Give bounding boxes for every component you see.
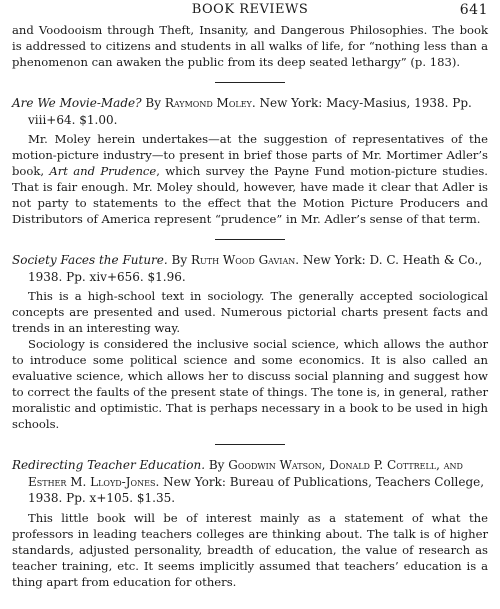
continued-paragraph: and Voodooism through Theft, Insanity, and Dangerous Philosophies. The book is addressed to citizens and students in all walks of life, for “nothing less than a phenomenon can awaken the public from its deep seated lethargy” (p. 183). (12, 23, 488, 69)
book-title: Are We Movie-Made? (12, 96, 142, 110)
by-label: By (208, 458, 225, 472)
review-paragraph: This little book will be of interest mainly as a statement of what the professors in leading teachers colleges are thinking about. The talk is of higher standards, adjusted personality, breadth of education, the value of research as teacher training, etc. It seems implicitly assumed that teachers’ education is a thing apart from education for others. (12, 510, 488, 589)
review-paragraph: This is a high-school text in sociology. The generally accepted sociological concepts are presented and used. Numerous pictorial charts present facts and trends in an interesting way. (12, 289, 488, 335)
review-paragraph: Sociology is considered the inclusive social science, which allows the author to introduce some political science and some economics. It is also called an evaluative science, which allows her to discuss social planning and suggest how to correct the faults of the present state of things. The tone is, in general, rather moralistic and optimistic. That is perhaps necessary in a book to be used in high schools. (12, 337, 488, 431)
review-citation (12, 252, 488, 285)
publication-details: . New York: Bureau of Publications, Teachers College, 1938. Pp. x+105. $1.35. (28, 474, 485, 505)
book-title: Redirecting Teacher Education. (12, 458, 206, 472)
book-authors: Goodwin Watson, Donald P. Cottrell, and Esther M. Lloyd-Jones (28, 458, 463, 489)
review-citation (12, 95, 488, 128)
review-entry (12, 457, 488, 590)
publication-details: . New York: D. C. Heath & Co., 1938. Pp. xiv+656. $1.96. (28, 253, 483, 284)
review-text: Mr. Moley herein undertakes—at the suggestion of representatives of the motion-picture industry—to present in brief those parts of Mr. Mortimer Adler’s book, (12, 132, 488, 178)
section-divider (215, 444, 285, 445)
publication-details: . New York: Macy-Masius, 1938. Pp. viii+64. $1.00. (28, 96, 472, 127)
by-label: By (171, 253, 188, 267)
book-authors: Ruth Wood Gavian (190, 253, 296, 267)
section-divider (215, 239, 285, 240)
running-title: BOOK REVIEWS (191, 2, 309, 17)
book-title: Society Faces the Future. (12, 253, 168, 267)
book-page (12, 0, 488, 590)
running-header (12, 0, 488, 22)
review-citation (12, 457, 488, 507)
review-paragraph (12, 131, 488, 227)
review-entry (12, 95, 488, 227)
section-divider (215, 82, 285, 83)
review-entry (12, 252, 488, 432)
page-number: 641 (459, 2, 488, 18)
by-label: By (145, 96, 161, 110)
review-text: , which survey the Payne Fund motion-picture studies. That is fair enough. Mr. Moley should, however, have made it clear that Adler is not party to statements to the effect that the Motion Picture Producers and Distributors of America represent “prudence” in Mr. Adler’s sense of that term. (12, 164, 488, 226)
cited-book-title: Art and Prudence (49, 164, 157, 178)
book-authors: Raymond Moley (164, 96, 252, 110)
